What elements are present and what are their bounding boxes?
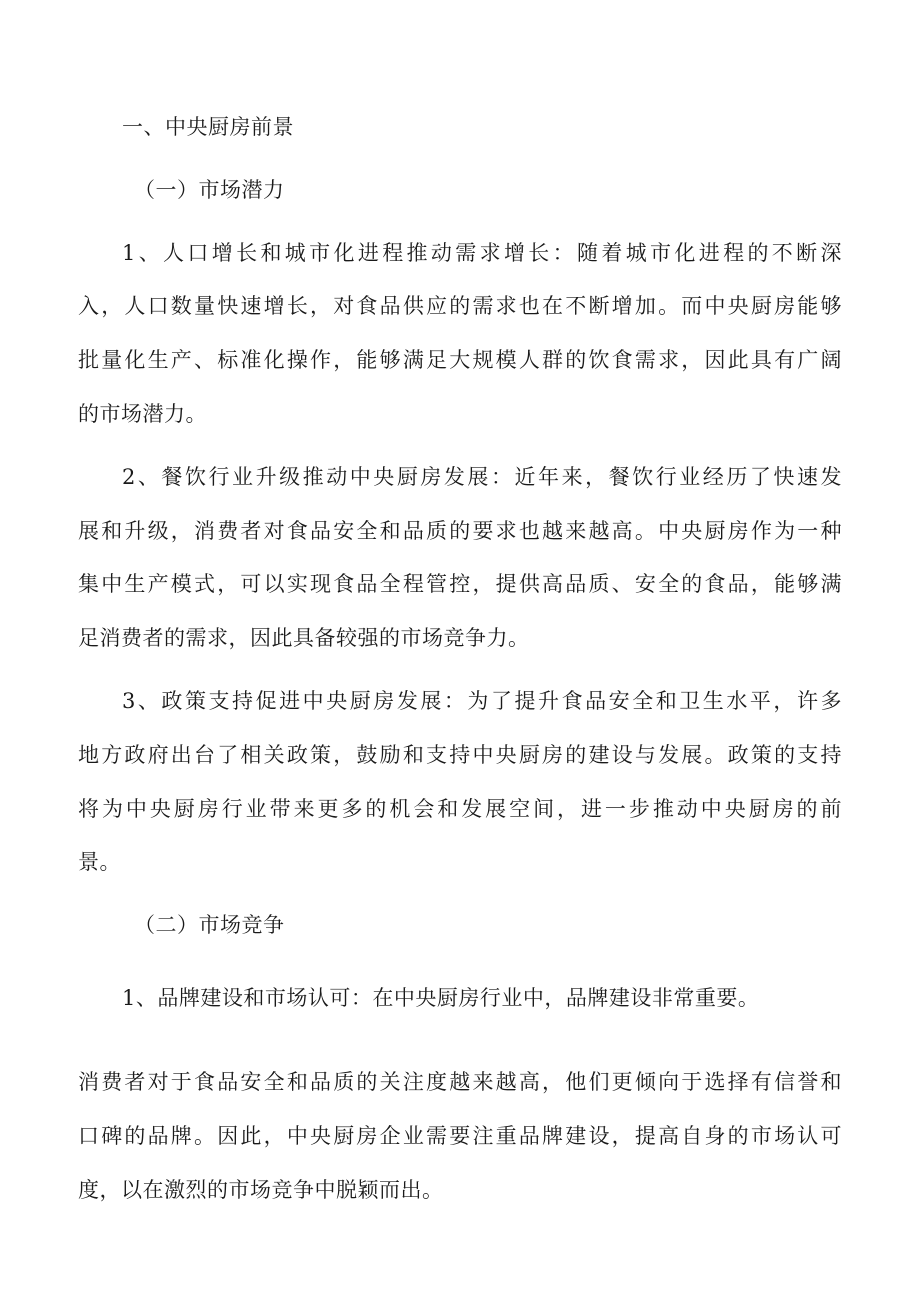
paragraph-line: 足消费者的需求，因此具备较强的市场竞争力。	[78, 626, 530, 650]
paragraph-line: 集中生产模式，可以实现食品全程管控，提供高品质、安全的食品，能够满	[78, 572, 842, 596]
paragraph-line: 景。	[78, 850, 121, 874]
paragraph-line: 度，以在激烈的市场竞争中脱颖而出。	[78, 1178, 444, 1202]
section-title-market-competition: （二）市场竞争	[134, 913, 285, 937]
paragraph-line: 口碑的品牌。因此，中央厨房企业需要注重品牌建设，提高自身的市场认可	[78, 1124, 842, 1148]
paragraph-line: 消费者对于食品安全和品质的关注度越来越高，他们更倾向于选择有信誉和	[78, 1070, 842, 1094]
paragraph-line: 的市场潜力。	[78, 402, 207, 426]
section-title-market-potential: （一）市场潜力	[134, 178, 285, 202]
heading-central-kitchen-outlook: 一、中央厨房前景	[122, 115, 294, 139]
paragraph-line: 批量化生产、标准化操作，能够满足大规模人群的饮食需求，因此具有广阔	[78, 348, 842, 372]
paragraph-line: 展和升级，消费者对食品安全和品质的要求也越来越高。中央厨房作为一种	[78, 519, 842, 543]
paragraph-line: 2、餐饮行业升级推动中央厨房发展：近年来，餐饮行业经历了快速发	[122, 465, 842, 489]
paragraph-line: 地方政府出台了相关政策，鼓励和支持中央厨房的建设与发展。政策的支持	[78, 743, 842, 767]
paragraph-line: 1、人口增长和城市化进程推动需求增长：随着城市化进程的不断深	[122, 241, 842, 265]
paragraph-line: 3、政策支持促进中央厨房发展：为了提升食品安全和卫生水平，许多	[122, 689, 842, 713]
paragraph-line: 1、品牌建设和市场认可：在中央厨房行业中，品牌建设非常重要。	[122, 986, 760, 1010]
paragraph-line: 入，人口数量快速增长，对食品供应的需求也在不断增加。而中央厨房能够	[78, 294, 842, 318]
paragraph-line: 将为中央厨房行业带来更多的机会和发展空间，进一步推动中央厨房的前	[78, 797, 842, 821]
